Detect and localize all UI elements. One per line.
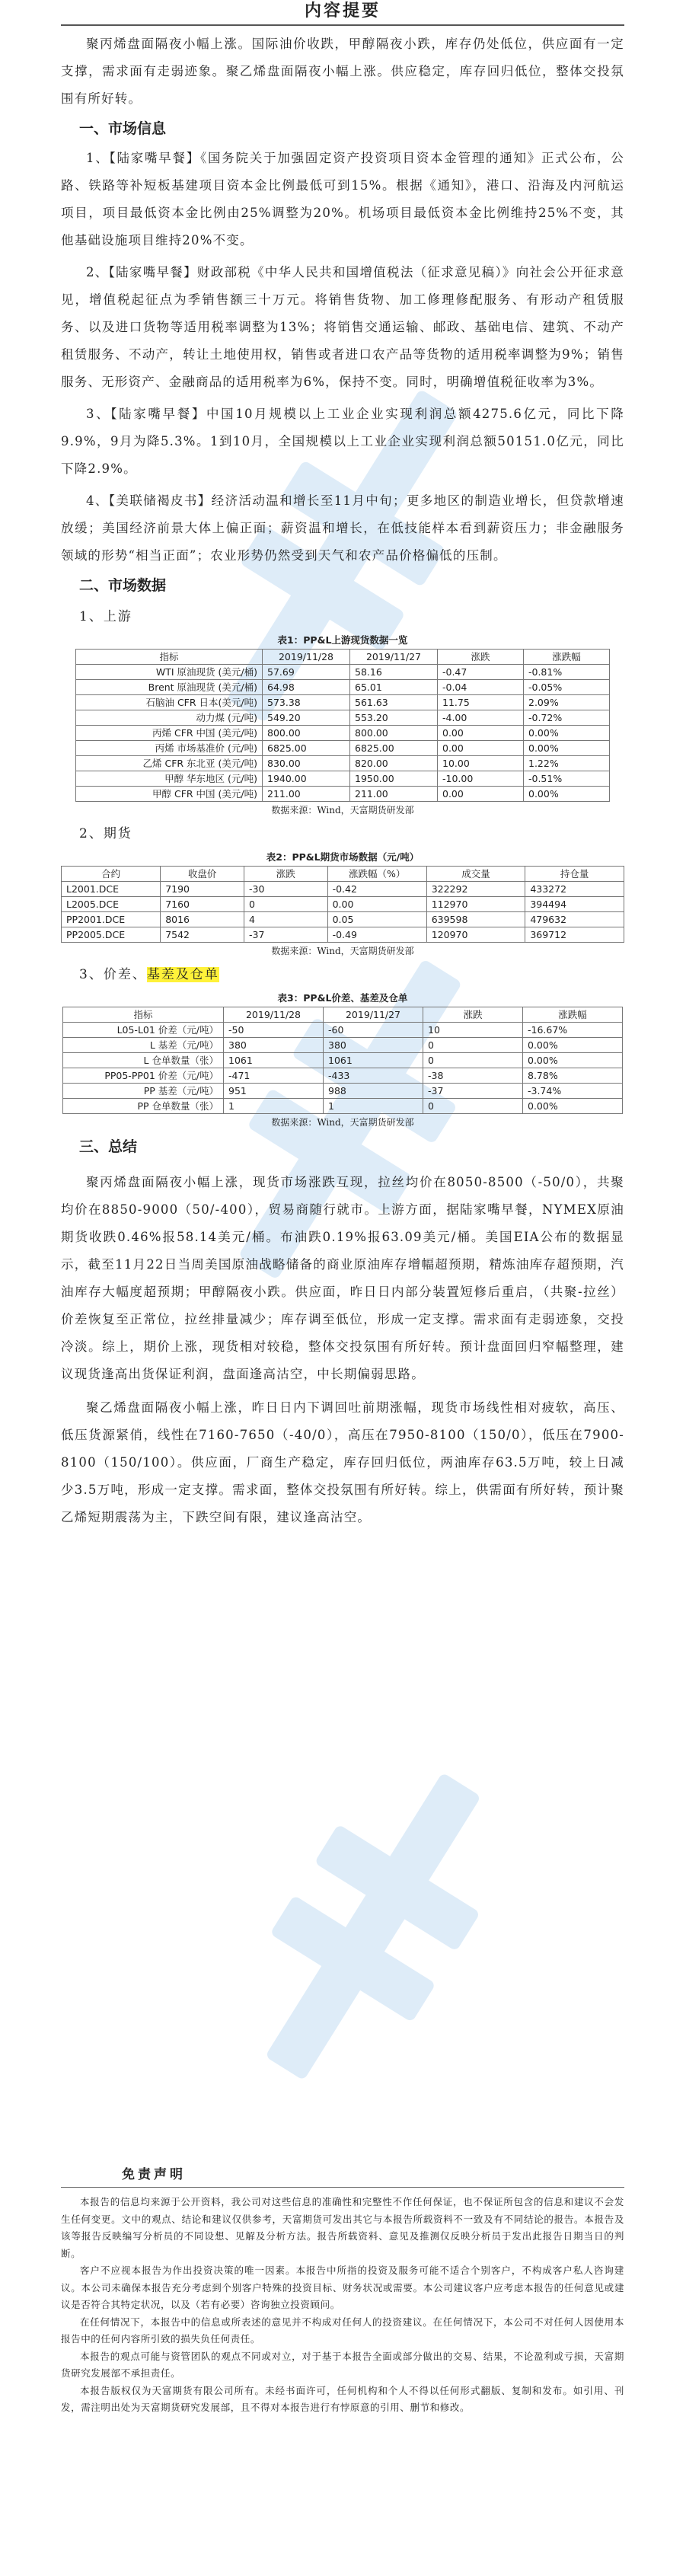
table-cell: 479632 — [525, 912, 624, 927]
table-cell: -37 — [423, 1084, 523, 1099]
table-cell: 1061 — [224, 1053, 324, 1068]
table-cell: -0.47 — [438, 665, 524, 680]
column-header: 合约 — [62, 867, 161, 882]
table-cell: 0 — [423, 1038, 523, 1053]
table-row — [76, 710, 610, 726]
table-cell: 7190 — [161, 882, 244, 897]
row-label: 动力煤 (元/吨) — [76, 710, 263, 726]
row-label: L05-L01 价差（元/吨） — [63, 1023, 224, 1038]
futures-table — [61, 866, 624, 943]
table-cell: 1940.00 — [263, 771, 350, 787]
column-header: 涨跌幅 — [523, 1007, 623, 1023]
news-paragraph: 1、【陆家嘴早餐】《国务院关于加强固定资产投资项目资本金管理的通知》正式公布，公路、铁路等补短板基建项目资本金比例最低可到15%。根据《通知》，港口、沿海及内河航运项目，项目最低资本金比例由25%调整为20%。机场项目最低资本金比例维持25%不变，其他基础设施项目维持20%不变。 — [61, 151, 624, 247]
table3-caption: 表3：PP&L价差、基差及仓单 — [277, 992, 408, 1004]
table-cell: 0.00 — [327, 897, 426, 912]
table-cell: 120970 — [426, 927, 525, 943]
table3-body — [63, 1023, 623, 1114]
watermark-logo-icon — [183, 1751, 563, 2102]
table-row — [62, 882, 624, 897]
table-row — [63, 1099, 623, 1114]
table-row — [76, 741, 610, 756]
table-cell: 211.00 — [350, 787, 438, 802]
disclaimer-paragraph: 本报告版权仅为天富期货有限公司所有。未经书面许可，任何机构和个人不得以任何形式翻版、复制和发布。如引用、刊发，需注明出处为天富期货研究发展部，且不得对本报告进行有悖原意的引用、删节和修改。 — [61, 2384, 624, 2413]
row-label: PP 仓单数量（张） — [63, 1099, 224, 1114]
column-header: 涨跌幅（%） — [327, 867, 426, 882]
row-label: PP 基差（元/吨） — [63, 1084, 224, 1099]
table-cell: -0.05% — [524, 680, 610, 695]
table-cell: 4 — [244, 912, 328, 927]
subheading-futures: 2、期货 — [79, 826, 132, 841]
subheading-upstream: 1、上游 — [79, 609, 132, 624]
table-cell: 820.00 — [350, 756, 438, 771]
column-header: 收盘价 — [161, 867, 244, 882]
table-cell: 988 — [324, 1084, 423, 1099]
table2-body — [62, 882, 624, 943]
table-header-row — [63, 1007, 623, 1023]
disclaimer-divider — [61, 2187, 624, 2188]
row-label: 甲醇 华东地区 (元/吨) — [76, 771, 263, 787]
disclaimer-paragraph: 本报告的信息均来源于公开资料，我公司对这些信息的准确性和完整性不作任何保证，也不保证所包含的信息和建议不会发生任何变更。文中的观点、结论和建议仅供参考，天富期货可发出其它与本报告所载资料不一致及有不同结论的报告。本报告及该等报告反映编写分析员的不同设想、见解及分析方法。报告所载资料、意见及推测仅反映分析员于发出此报告日期当日的判断。 — [61, 2196, 624, 2259]
table-cell: 0.00 — [438, 726, 524, 741]
table-cell: -38 — [423, 1068, 523, 1084]
table-cell: 57.69 — [263, 665, 350, 680]
table1-caption: 表1：PP&L上游现货数据一览 — [277, 634, 408, 646]
report-body — [61, 0, 624, 1531]
table-cell: 6825.00 — [350, 741, 438, 756]
table-cell: -10.00 — [438, 771, 524, 787]
table-cell: 8.78% — [523, 1068, 623, 1084]
table-cell: 0 — [244, 897, 328, 912]
table-cell: 8016 — [161, 912, 244, 927]
column-header: 2019/11/27 — [350, 650, 438, 665]
table-cell: 369712 — [525, 927, 624, 943]
table-cell: 1 — [324, 1099, 423, 1114]
table-cell: 951 — [224, 1084, 324, 1099]
news-paragraph: 4、【美联储褐皮书】经济活动温和增长至11月中旬；更多地区的制造业增长，但贷款增速放缓；美国经济前景大体上偏正面；薪资温和增长，在低技能样本看到薪资压力；非金融服务领域的形势“相当正面”；农业形势仍然受到天气和农产品价格偏低的压制。 — [61, 493, 624, 563]
data-source-note: 数据来源：Wind，天富期货研发部 — [271, 1117, 414, 1128]
summary-pp-paragraph: 聚丙烯盘面隔夜小幅上涨，现货市场涨跌互现，拉丝均价在8050-8500（-50/0），共聚均价在8850-9000（50/-400），贸易商随行就市。上游方面，据陆家嘴早餐，NYMEX原油期货收跌0.46%报58.14美元/桶。布油跌0.19%报63.09美元/桶。美国EIA公布的数据显示，截至11月22日当周美国原油战略储备的商业原油库存增幅超预期，精炼油库存超预期，汽油库存大幅度超预期；甲醇隔夜小跌。供应面，昨日日内部分装置短修后重启，（共聚-拉丝）价差恢复至正常位，拉丝排量减少；库存调至低位，形成一定支撑。需求面有走弱迹象，交投冷淡。综上，期价上涨，现货相对较稳，整体交投氛围有所好转。预计盘面回归窄幅整理，建议现货逢高出货保证利润，盘面逢高沽空，中长期偏弱思路。 — [61, 1175, 624, 1381]
news-paragraph: 3、【陆家嘴早餐】中国10月规模以上工业企业实现利润总额4275.6亿元，同比下降9.9%，9月为降5.3%。1到10月，全国规模以上工业企业实现利润总额50151.0亿元，同比下降2.9%。 — [61, 407, 624, 476]
row-label: L 基差（元/吨） — [63, 1038, 224, 1053]
column-header: 涨跌 — [423, 1007, 523, 1023]
subheading-prefix: 3、价差、 — [79, 967, 147, 982]
table-cell: -3.74% — [523, 1084, 623, 1099]
table-cell: 1.22% — [524, 756, 610, 771]
table-row — [63, 1038, 623, 1053]
table-cell: 0.00 — [438, 787, 524, 802]
summary-paragraph: 聚丙烯盘面隔夜小幅上涨。国际油价收跌，甲醇隔夜小跌，库存仍处低位，供应面有一定支撑，需求面有走弱迹象。聚乙烯盘面隔夜小幅上涨。供应稳定，库存回归低位，整体交投氛围有所好转。 — [61, 37, 624, 106]
table-cell: -0.42 — [327, 882, 426, 897]
table-row — [76, 787, 610, 802]
column-header: 指标 — [76, 650, 263, 665]
table-cell: -0.51% — [524, 771, 610, 787]
table-row — [62, 897, 624, 912]
table-cell: 800.00 — [350, 726, 438, 741]
table-cell: 561.63 — [350, 695, 438, 710]
table1-body — [76, 665, 610, 802]
disclaimer-title: 免责声明 — [122, 2167, 186, 2182]
table-cell: 0.00% — [524, 726, 610, 741]
table-cell: 1950.00 — [350, 771, 438, 787]
table-cell: 0.00 — [438, 741, 524, 756]
table-cell: 112970 — [426, 897, 525, 912]
row-label: L2001.DCE — [62, 882, 161, 897]
row-label: 丙烯 CFR 中国 (美元/吨) — [76, 726, 263, 741]
table-cell: 6825.00 — [263, 741, 350, 756]
page-title: 内容提要 — [304, 2, 381, 21]
table-cell: 10 — [423, 1023, 523, 1038]
column-header: 涨跌 — [244, 867, 328, 882]
table-row — [76, 695, 610, 710]
table-row — [62, 927, 624, 943]
row-label: Brent 原油现货 (美元/桶) — [76, 680, 263, 695]
table-cell: -0.72% — [524, 710, 610, 726]
table-cell: 549.20 — [263, 710, 350, 726]
table-cell: -50 — [224, 1023, 324, 1038]
table-cell: 322292 — [426, 882, 525, 897]
spread-basis-table — [62, 1007, 623, 1114]
data-source-note: 数据来源：Wind，天富期货研发部 — [271, 805, 414, 816]
table-cell: 211.00 — [263, 787, 350, 802]
table-header-row — [76, 650, 610, 665]
disclaimer-paragraph: 本报告的观点可能与资管团队的观点不同或对立，对于基于本报告全面或部分做出的交易、结果，不论盈利或亏损，天富期货研究发展部不承担责任。 — [61, 2350, 624, 2379]
table-row — [76, 771, 610, 787]
table-cell: 2.09% — [524, 695, 610, 710]
data-source-note: 数据来源：Wind，天富期货研发部 — [271, 946, 414, 956]
summary-pe-paragraph: 聚乙烯盘面隔夜小幅上涨，昨日日内下调回吐前期涨幅，现货市场线性相对疲软，高压、低压货源紧俏，线性在7160-7650（-40/0），高压在7950-8100（150/0），低压在7900-8100（150/100）。供应面，厂商生产稳定，库存回归低位，两油库存63.5万吨，较上日减少3.5万吨，形成一定支撑。需求面，整体交投氛围有所好转。综上，供需面有所好转，预计聚乙烯短期震荡为主，下跌空间有限，建议逢高沽空。 — [61, 1400, 624, 1524]
section-heading-summary: 三、总结 — [79, 1138, 138, 1155]
disclaimer-paragraph: 在任何情况下，本报告中的信息或所表述的意见并不构成对任何人的投资建议。在任何情况下，本公司不对任何人因使用本报告中的任何内容所引致的损失负任何责任。 — [61, 2316, 624, 2345]
column-header: 指标 — [63, 1007, 224, 1023]
table-cell: 0.00% — [523, 1038, 623, 1053]
column-header: 持仓量 — [525, 867, 624, 882]
row-label: 甲醇 CFR 中国 (美元/吨) — [76, 787, 263, 802]
column-header: 2019/11/28 — [263, 650, 350, 665]
table-cell: 65.01 — [350, 680, 438, 695]
disclaimer-paragraph: 客户不应视本报告为作出投资决策的唯一因素。本报告中所指的投资及服务可能不适合个别客户，不构成客户私人咨询建议。本公司未确保本报告充分考虑到个别客户特殊的投资目标、财务状况或需要。本公司建议客户应考虑本报告的任何意见或建议是否符合其特定状况，以及（若有必要）咨询独立投资顾问。 — [61, 2265, 624, 2310]
table-row — [63, 1023, 623, 1038]
table-cell: -16.67% — [523, 1023, 623, 1038]
table-cell: 394494 — [525, 897, 624, 912]
table-row — [63, 1084, 623, 1099]
table-cell: 1 — [224, 1099, 324, 1114]
table-cell: -433 — [324, 1068, 423, 1084]
row-label: L2005.DCE — [62, 897, 161, 912]
table-cell: 0.00% — [523, 1099, 623, 1114]
section-heading-market-info: 一、市场信息 — [79, 120, 167, 137]
table-cell: 0.00% — [524, 787, 610, 802]
table-cell: 573.38 — [263, 695, 350, 710]
row-label: PP2001.DCE — [62, 912, 161, 927]
table-cell: 380 — [224, 1038, 324, 1053]
title-divider — [61, 24, 624, 26]
upstream-spot-table — [75, 649, 610, 802]
column-header: 2019/11/27 — [324, 1007, 423, 1023]
section-heading-market-data: 二、市场数据 — [79, 577, 167, 594]
table-header-row — [62, 867, 624, 882]
table-cell: 433272 — [525, 882, 624, 897]
row-label: 丙烯 市场基准价 (元/吨) — [76, 741, 263, 756]
table-cell: 0.00% — [524, 741, 610, 756]
table-cell: -0.04 — [438, 680, 524, 695]
table-cell: 0 — [423, 1099, 523, 1114]
row-label: L 仓单数量（张） — [63, 1053, 224, 1068]
table-cell: 800.00 — [263, 726, 350, 741]
row-label: 石脑油 CFR 日本(美元/吨) — [76, 695, 263, 710]
news-paragraph: 2、【陆家嘴早餐】财政部税《中华人民共和国增值税法（征求意见稿）》向社会公开征求意见，增值税起征点为季销售额三十万元。将销售货物、加工修理修配服务、有形动产租赁服务、以及进口货物等适用税率调整为13%；将销售交通运输、邮政、基础电信、建筑、不动产租赁服务、不动产，转让土地使用权，销售或者进口农产品等货物的适用税率调整为9%；销售服务、无形资产、金融商品的适用税率为6%，保持不变。同时，明确增值税征收率为3%。 — [61, 265, 624, 389]
highlighted-text: 基差及仓单 — [146, 967, 219, 982]
table-row — [62, 912, 624, 927]
table-cell: 639598 — [426, 912, 525, 927]
table-cell: 64.98 — [263, 680, 350, 695]
table-cell: -0.81% — [524, 665, 610, 680]
table-cell: -4.00 — [438, 710, 524, 726]
table-cell: 380 — [324, 1038, 423, 1053]
column-header: 成交量 — [426, 867, 525, 882]
table-cell: 1061 — [324, 1053, 423, 1068]
table-cell: 7160 — [161, 897, 244, 912]
table-cell: -0.49 — [327, 927, 426, 943]
table-cell: 553.20 — [350, 710, 438, 726]
row-label: PP05-PP01 价差（元/吨） — [63, 1068, 224, 1084]
row-label: WTI 原油现货 (美元/桶) — [76, 665, 263, 680]
row-label: PP2005.DCE — [62, 927, 161, 943]
table-cell: 11.75 — [438, 695, 524, 710]
table-cell: 10.00 — [438, 756, 524, 771]
subheading-spread-basis — [61, 959, 624, 990]
table-cell: 0.00% — [523, 1053, 623, 1068]
table-row — [76, 680, 610, 695]
table-row — [76, 665, 610, 680]
table-cell: -37 — [244, 927, 328, 943]
column-header: 涨跌 — [438, 650, 524, 665]
table-cell: 58.16 — [350, 665, 438, 680]
table-row — [63, 1068, 623, 1084]
table-row — [63, 1053, 623, 1068]
table-cell: -471 — [224, 1068, 324, 1084]
table-cell: 830.00 — [263, 756, 350, 771]
table-cell: 7542 — [161, 927, 244, 943]
table-cell: -30 — [244, 882, 328, 897]
table-cell: -60 — [324, 1023, 423, 1038]
table-row — [76, 756, 610, 771]
table2-caption: 表2：PP&L期货市场数据（元/吨） — [266, 851, 420, 863]
table-cell: 0 — [423, 1053, 523, 1068]
table-cell: 0.05 — [327, 912, 426, 927]
table-row — [76, 726, 610, 741]
row-label: 乙烯 CFR 东北亚 (美元/吨) — [76, 756, 263, 771]
column-header: 2019/11/28 — [224, 1007, 324, 1023]
column-header: 涨跌幅 — [524, 650, 610, 665]
